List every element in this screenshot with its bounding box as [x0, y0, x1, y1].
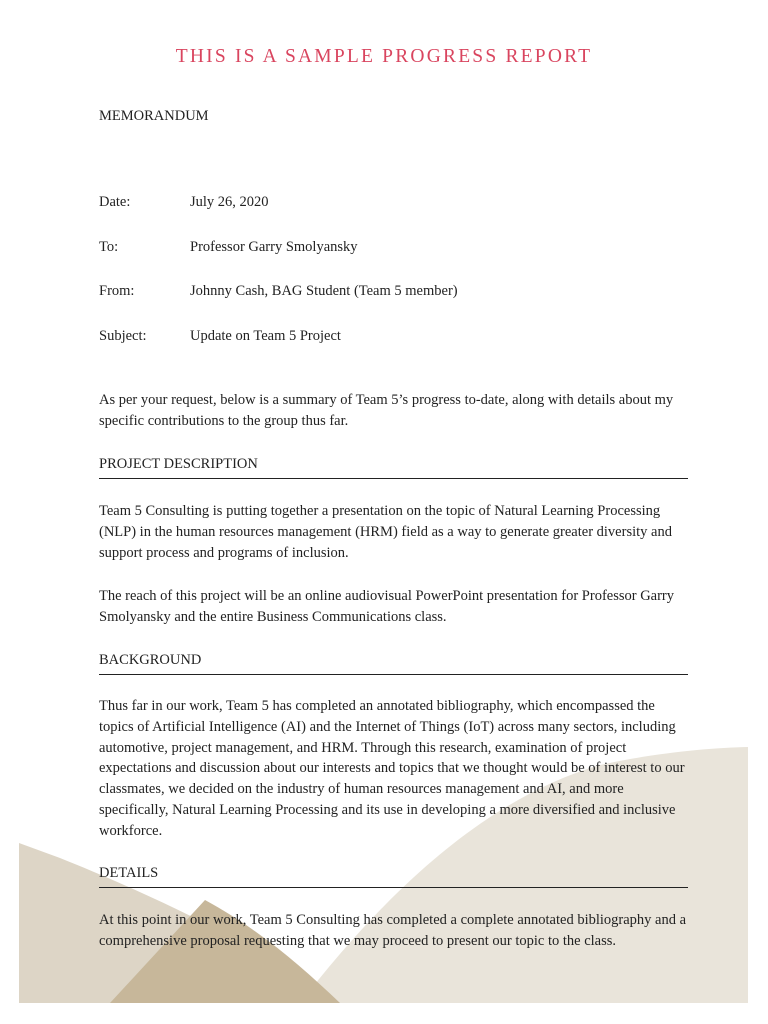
- from-label: From:: [99, 283, 135, 299]
- project-description-heading: PROJECT DESCRIPTION: [99, 456, 688, 479]
- background-heading: BACKGROUND: [99, 652, 688, 675]
- details-heading: DETAILS: [99, 865, 688, 888]
- from-value: Johnny Cash, BAG Student (Team 5 member): [190, 283, 458, 299]
- to-value: Professor Garry Smolyansky: [190, 239, 358, 255]
- to-label: To:: [99, 239, 119, 255]
- background-paragraph: Thus far in our work, Team 5 has completed an annotated bibliography, which encompassed the topics of Artificial Intelligence (AI) and the Internet of Things (IoT) across many sectors, including automotive, project management, and HRM. Through this research, examination of project expectations and discussion about our interests and topics that we thought would be of interest to our classmates, we decided on the industry of human resources management and AI, and more specifically, Natural Learning Processing and its use in developing a more diversified and inclusive workforce.: [99, 698, 685, 839]
- date-value: July 26, 2020: [190, 194, 269, 210]
- details-paragraph: At this point in our work, Team 5 Consulting has completed a complete annotated bibliography and a comprehensive proposal requesting that we may proceed to present our topic to the class.: [99, 912, 687, 949]
- project-description-paragraph: Team 5 Consulting is putting together a presentation on the topic of Natural Learning Processing (NLP) in the human resources management (HRM) field as a way to generate greater diversity and support process and programs of inclusion.: [99, 503, 672, 561]
- subject-label: Subject:: [99, 328, 147, 344]
- document-title: THIS IS A SAMPLE PROGRESS REPORT: [175, 46, 593, 67]
- project-reach-paragraph: The reach of this project will be an online audiovisual PowerPoint presentation for Professor Garry Smolyansky and the entire Business Communications class.: [99, 588, 675, 625]
- intro-paragraph: As per your request, below is a summary of Team 5’s progress to-date, along with details about my specific contributions to the group thus far.: [99, 392, 674, 429]
- date-label: Date:: [99, 194, 131, 210]
- memorandum-label: MEMORANDUM: [99, 108, 209, 124]
- subject-value: Update on Team 5 Project: [190, 328, 341, 344]
